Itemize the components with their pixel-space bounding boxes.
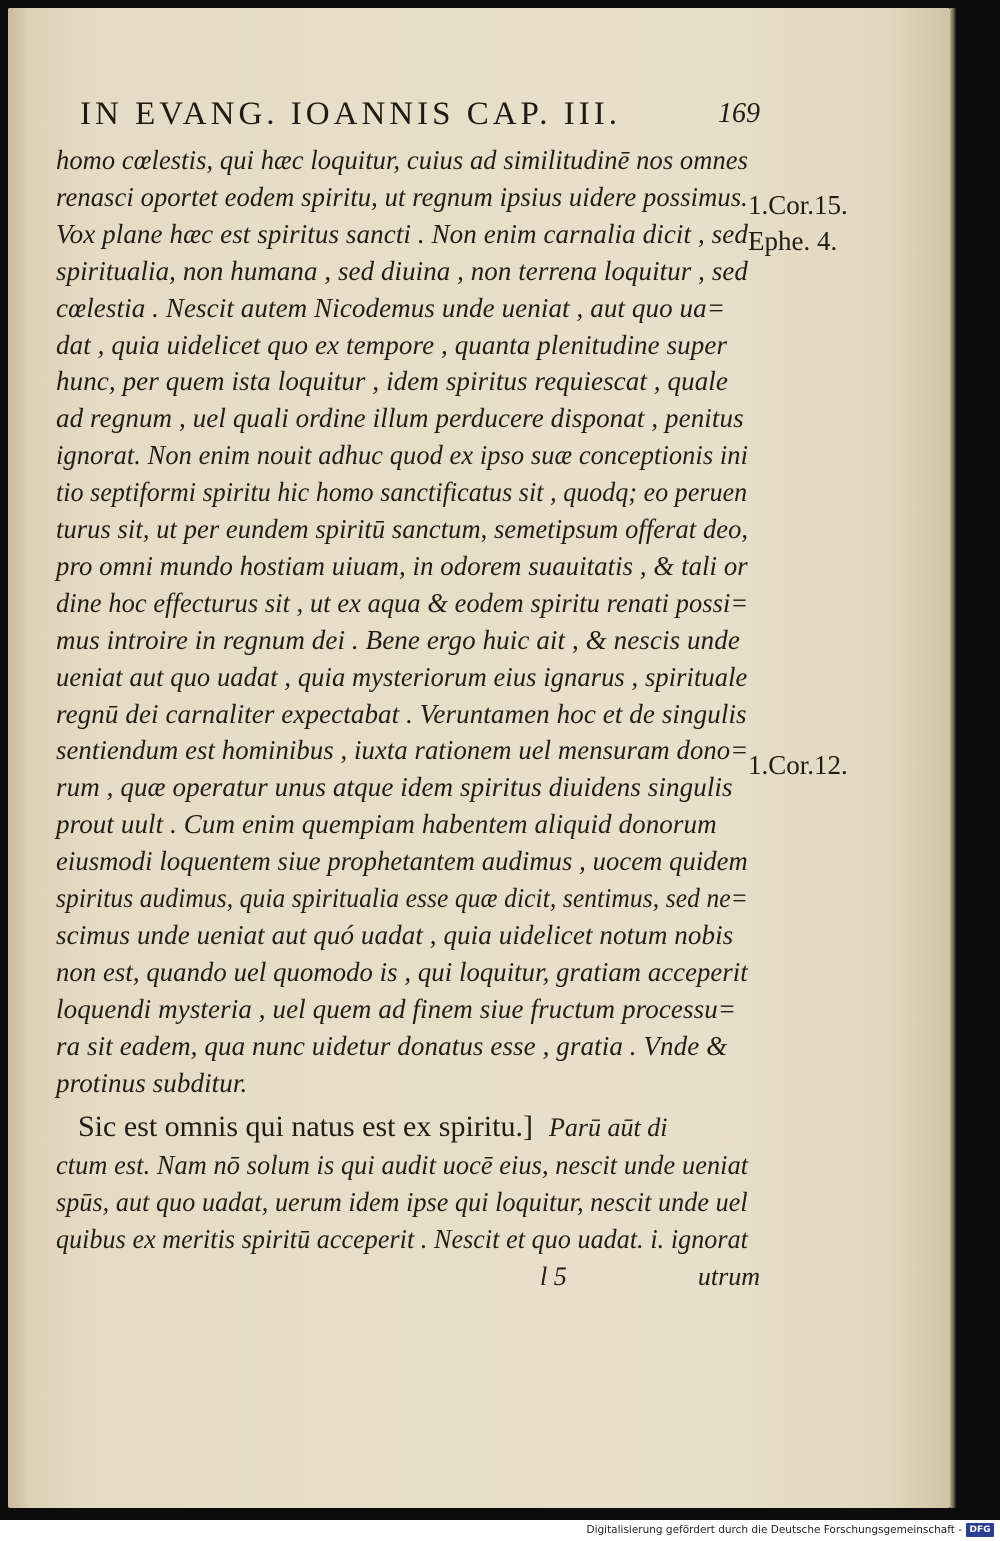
- margin-note-cor15: 1.Cor.15.: [748, 190, 848, 220]
- margin-note-ephe4: Ephe. 4.: [748, 226, 838, 256]
- folio-number: 169: [718, 98, 760, 129]
- text-line: Vox plane hæc est spiritus sancti . Non enim carnalia dicit , sed: [56, 218, 748, 249]
- text-line: regnū dei carnaliter expectabat . Veruntamen hoc et de singulis: [56, 698, 747, 729]
- text-line: hunc, per quem ista loquitur , idem spiritus requiescat , quale: [56, 366, 728, 397]
- text-line: renasci oportet eodem spiritu, ut regnum ipsius uidere possimus.: [56, 181, 748, 212]
- margin-note-cor12: 1.Cor.12.: [748, 750, 848, 780]
- text-line: prout uult . Cum enim quempiam habentem aliquid donorum: [56, 809, 717, 840]
- lemma-commentary-start: Parū aūt di: [548, 1113, 668, 1143]
- text-line: non est, quando uel quomodo is , qui loquitur, gratiam acceperit: [56, 956, 748, 987]
- text-line: spūs, aut quo uadat, uerum idem ipse qui loquitur, nescit unde uel: [56, 1187, 748, 1218]
- text-line: ueniat aut quo uadat , quia mysteriorum eius ignarus , spirituale: [56, 661, 748, 692]
- text-line: ctum est. Nam nō solum is qui audit uocē eius, nescit unde ueniat: [56, 1150, 749, 1181]
- text-line: spiritualia, non humana , sed diuina , non terrena loquitur , sed: [56, 255, 748, 286]
- text-line: dat , quia uidelicet quo ex tempore , quanta plenitudine super: [56, 329, 728, 360]
- page-edge: [950, 8, 956, 1508]
- dfg-logo: DFG: [966, 1523, 994, 1537]
- text-line: pro omni mundo hostiam uiuam, in odorem suauitatis , & tali or: [56, 550, 748, 581]
- text-line: tio septiformi spiritu hic homo sanctificatus sit , quodq; eo peruen: [56, 477, 748, 508]
- lemma-line: [78, 1110, 667, 1150]
- text-line: spiritus audimus, quia spiritualia esse quæ dicit, sentimus, sed ne=: [56, 883, 748, 913]
- lemma-quotation: Sic est omnis qui natus est ex spiritu.]: [78, 1110, 533, 1144]
- text-line: sentiendum est hominibus , iuxta rationem uel mensuram dono=: [56, 735, 749, 766]
- funding-credit: Digitalisierung gefördert durch die Deutsche Forschungsgemeinschaft -: [586, 1524, 962, 1536]
- signature-mark: l 5: [540, 1262, 567, 1291]
- text-line: ignorat. Non enim nouit adhuc quod ex ipso suæ conceptionis ini: [56, 440, 748, 471]
- text-line: scimus unde ueniat aut quó uadat , quia uidelicet notum nobis: [56, 919, 734, 950]
- signature-line: [540, 1262, 760, 1292]
- text-line: homo cœlestis, qui hæc loquitur, cuius ad similitudinē nos omnes: [56, 145, 749, 175]
- text-line: dine hoc effecturus sit , ut ex aqua & eodem spiritu renati possi=: [56, 587, 749, 618]
- text-line: cœlestia . Nescit autem Nicodemus unde ueniat , aut quo ua=: [56, 292, 726, 323]
- page-header: [80, 96, 760, 140]
- text-line: eiusmodi loquentem siue prophetantem audimus , uocem quidem: [56, 846, 748, 877]
- text-line: ra sit eadem, qua nunc uidetur donatus esse , gratia . Vnde &: [56, 1030, 728, 1061]
- running-head: IN EVANG. IOANNIS CAP. III.: [80, 96, 621, 132]
- text-line: turus sit, ut per eundem spiritū sanctum, semetipsum offerat deo,: [56, 514, 749, 544]
- text-line: quibus ex meritis spiritū acceperit . Nescit et quo uadat. i. ignorat: [56, 1224, 748, 1255]
- text-line: loquendi mysteria , uel quem ad finem siue fructum processu=: [56, 993, 737, 1024]
- text-line: protinus subditur.: [56, 1067, 248, 1098]
- digitization-footer: [0, 1520, 1000, 1541]
- text-line: rum , quæ operatur unus atque idem spiritus diuidens singulis: [56, 772, 733, 803]
- text-line: ad regnum , uel quali ordine illum perducere disponat , penitus: [56, 403, 744, 434]
- text-line: mus introire in regnum dei . Bene ergo huic ait , & nescis unde: [56, 624, 740, 655]
- catchword: utrum: [697, 1262, 760, 1291]
